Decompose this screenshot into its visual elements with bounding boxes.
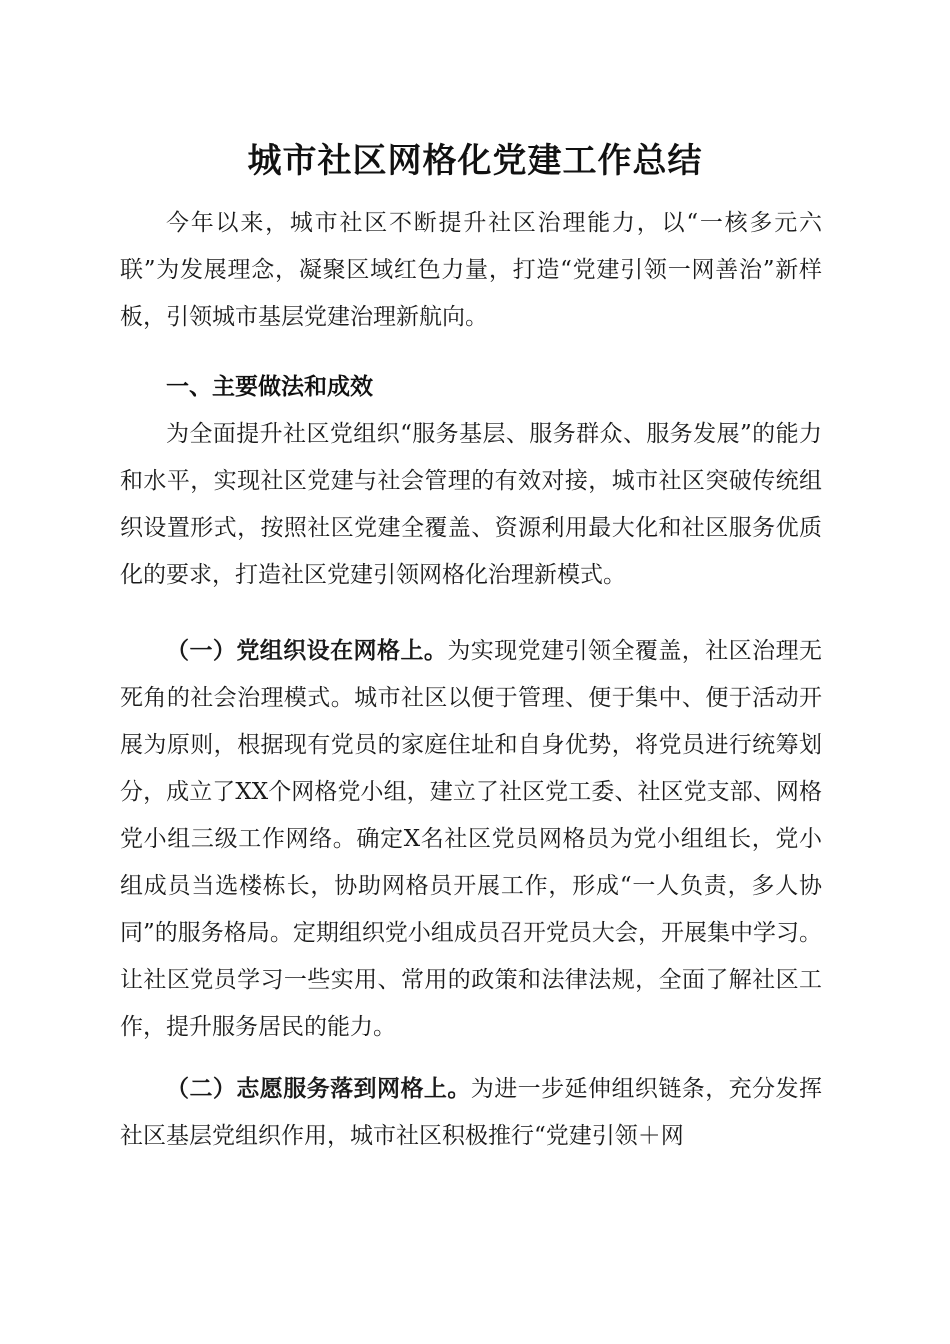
document-title: 城市社区网格化党建工作总结: [247, 141, 703, 181]
item-paragraph-1: [120, 627, 822, 1051]
item-text-2: 为进一步延伸组织链条，充分发挥社区基层党组织作用，城市社区积极推行“党建引领＋网: [120, 1076, 823, 1149]
item-lead-1: （一）党组织设在网格上。: [166, 637, 448, 664]
section-paragraph: 为全面提升社区党组织“服务基层、服务群众、服务发展”的能力和水平，实现社区党建与社会管理的有效对接，城市社区突破传统组织设置形式，按照社区党建全覆盖、资源利用最大化和社区服务优质化的要求，打造社区党建引领网格化治理新模式。: [120, 421, 822, 588]
section-heading: 一、主要做法和成效: [166, 374, 373, 400]
item-paragraph-2: [120, 1065, 822, 1160]
item-text-1: 为实现党建引领全覆盖，社区治理无死角的社会治理模式。城市社区以便于管理、便于集中、便于活动开展为原则，根据现有党员的家庭住址和自身优势，将党员进行统筹划分，成立了XX个网格党小组，建立了社区党工委、社区党支部、网格党小组三级工作网络。确定X名社区党员网格员为党小组组长，党小组成员当选楼栋长，协助网格员开展工作，形成“一人负责，多人协同”的服务格局。定期组织党小组成员召开党员大会，开展集中学习。让社区党员学习一些实用、常用的政策和法律法规，全面了解社区工作，提升服务居民的能力。: [120, 638, 823, 1040]
item-lead-2: （二）志愿服务落到网格上。: [166, 1075, 471, 1102]
intro-paragraph: 今年以来，城市社区不断提升社区治理能力，以“一核多元六联”为发展理念，凝聚区域红色力量，打造“党建引领一网善治”新样板，引领城市基层党建治理新航向。: [120, 210, 822, 330]
